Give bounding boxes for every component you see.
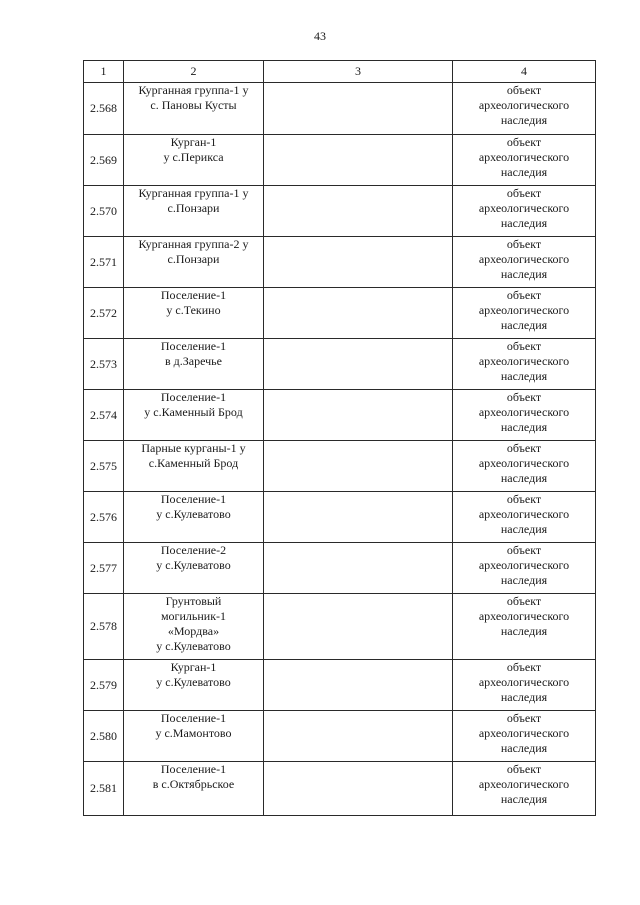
row-number: 2.576: [84, 492, 124, 543]
object-category-line: наследия: [500, 318, 548, 332]
row-number: 2.574: [84, 390, 124, 441]
object-category-line: объект: [506, 594, 542, 608]
column-3-cell: [264, 288, 453, 339]
object-category-line: наследия: [500, 165, 548, 179]
column-3-cell: [264, 441, 453, 492]
object-name-line: у с.Мамонтово: [155, 726, 232, 740]
object-category-line: археологического: [478, 507, 570, 521]
column-header-4: 4: [453, 61, 596, 83]
object-category: [453, 543, 596, 594]
object-category-line: археологического: [478, 150, 570, 164]
object-name-line: в д.Заречье: [165, 354, 222, 368]
object-name: [124, 594, 264, 660]
heritage-register-table: [83, 60, 596, 816]
row-number: 2.579: [84, 660, 124, 711]
object-name-line: у с.Текино: [166, 303, 221, 317]
object-category-line: археологического: [478, 558, 570, 572]
object-category-line: археологического: [478, 675, 570, 689]
object-category-line: объект: [506, 660, 542, 674]
object-category-line: объект: [506, 441, 542, 455]
row-number: 2.580: [84, 711, 124, 762]
column-3-cell: [264, 83, 453, 135]
table-row: [84, 135, 596, 186]
object-category-line: наследия: [500, 113, 548, 127]
object-category: [453, 441, 596, 492]
object-category: [453, 594, 596, 660]
object-name: [124, 711, 264, 762]
object-name: [124, 237, 264, 288]
object-name-line: Курган-1: [170, 660, 217, 674]
table-row: [84, 660, 596, 711]
object-name-line: у с.Кулеватово: [156, 639, 231, 653]
column-3-cell: [264, 390, 453, 441]
object-name-line: с. Пановы Кусты: [150, 98, 237, 112]
table-row: [84, 594, 596, 660]
column-3-cell: [264, 762, 453, 816]
page-number: 43: [314, 29, 326, 43]
object-category-line: археологического: [478, 201, 570, 215]
object-category-line: археологического: [478, 252, 570, 266]
column-3-cell: [264, 543, 453, 594]
object-name: [124, 762, 264, 816]
object-name-line: с.Понзари: [167, 252, 220, 266]
object-name-line: Поселение-1: [160, 762, 227, 776]
row-number: 2.581: [84, 762, 124, 816]
object-category-line: наследия: [500, 216, 548, 230]
row-number: 2.578: [84, 594, 124, 660]
object-name: [124, 339, 264, 390]
object-category: [453, 390, 596, 441]
object-category-line: объект: [506, 288, 542, 302]
object-name-line: Поселение-1: [160, 288, 227, 302]
column-3-cell: [264, 339, 453, 390]
object-category: [453, 660, 596, 711]
object-category-line: археологического: [478, 98, 570, 112]
object-name-line: Курганная группа-2 у: [138, 237, 249, 251]
table-row: [84, 762, 596, 816]
row-number: 2.569: [84, 135, 124, 186]
object-name: [124, 186, 264, 237]
object-category-line: археологического: [478, 609, 570, 623]
object-category: [453, 492, 596, 543]
object-category-line: наследия: [500, 369, 548, 383]
object-name: [124, 390, 264, 441]
object-category: [453, 83, 596, 135]
object-category: [453, 186, 596, 237]
column-3-cell: [264, 660, 453, 711]
column-3-cell: [264, 186, 453, 237]
table-row: [84, 441, 596, 492]
object-name: [124, 543, 264, 594]
table-row: [84, 288, 596, 339]
column-3-cell: [264, 594, 453, 660]
object-category-line: наследия: [500, 420, 548, 434]
object-name-line: у с.Каменный Брод: [144, 405, 243, 419]
table-row: [84, 339, 596, 390]
object-category-line: объект: [506, 390, 542, 404]
object-name-line: у с.Кулеватово: [156, 558, 231, 572]
table-row: [84, 237, 596, 288]
column-3-cell: [264, 237, 453, 288]
object-name-line: у с.Кулеватово: [156, 675, 231, 689]
column-header-2: 2: [124, 61, 264, 83]
object-category-line: археологического: [478, 456, 570, 470]
object-category-line: наследия: [500, 741, 548, 755]
row-number: 2.568: [84, 83, 124, 135]
table-row: [84, 390, 596, 441]
table-row: [84, 83, 596, 135]
object-name-line: с.Каменный Брод: [148, 456, 239, 470]
object-category-line: наследия: [500, 573, 548, 587]
object-name-line: могильник-1: [160, 609, 227, 623]
object-name: [124, 135, 264, 186]
object-category-line: объект: [506, 762, 542, 776]
row-number: 2.570: [84, 186, 124, 237]
row-number: 2.577: [84, 543, 124, 594]
object-category-line: наследия: [500, 792, 548, 806]
object-name-line: Поселение-2: [160, 543, 227, 557]
row-number: 2.571: [84, 237, 124, 288]
object-name-line: у с.Перикса: [163, 150, 224, 164]
object-category: [453, 288, 596, 339]
object-category: [453, 135, 596, 186]
object-name-line: Курганная группа-1 у: [138, 186, 249, 200]
object-category-line: наследия: [500, 690, 548, 704]
object-category-line: объект: [506, 492, 542, 506]
object-name-line: Поселение-1: [160, 711, 227, 725]
object-category-line: наследия: [500, 522, 548, 536]
object-category-line: наследия: [500, 267, 548, 281]
object-name-line: Парные курганы-1 у: [141, 441, 246, 455]
table-row: [84, 711, 596, 762]
row-number: 2.575: [84, 441, 124, 492]
object-name-line: «Мордва»: [167, 624, 220, 638]
object-category: [453, 762, 596, 816]
column-header-1: 1: [84, 61, 124, 83]
object-name-line: с.Понзари: [167, 201, 220, 215]
object-category-line: объект: [506, 135, 542, 149]
object-category-line: объект: [506, 83, 542, 97]
object-name-line: в с.Октябрьское: [152, 777, 235, 791]
object-name-line: Курган-1: [170, 135, 217, 149]
object-category-line: объект: [506, 186, 542, 200]
object-category: [453, 339, 596, 390]
object-name: [124, 288, 264, 339]
object-name: [124, 492, 264, 543]
table-row: [84, 186, 596, 237]
object-category-line: археологического: [478, 303, 570, 317]
table-row: [84, 543, 596, 594]
column-header-3: 3: [264, 61, 453, 83]
column-3-cell: [264, 711, 453, 762]
object-name: [124, 660, 264, 711]
object-category-line: археологического: [478, 726, 570, 740]
table-row: [84, 492, 596, 543]
object-category-line: объект: [506, 543, 542, 557]
object-name: [124, 441, 264, 492]
object-name-line: у с.Кулеватово: [156, 507, 231, 521]
object-category-line: объект: [506, 711, 542, 725]
row-number: 2.573: [84, 339, 124, 390]
object-category-line: объект: [506, 237, 542, 251]
object-category-line: археологического: [478, 405, 570, 419]
object-name-line: Поселение-1: [160, 390, 227, 404]
object-name-line: Курганная группа-1 у: [138, 83, 249, 97]
object-name-line: Поселение-1: [160, 492, 227, 506]
object-category: [453, 237, 596, 288]
object-name-line: Грунтовый: [165, 594, 222, 608]
object-name: [124, 83, 264, 135]
object-category: [453, 711, 596, 762]
object-category-line: объект: [506, 339, 542, 353]
column-3-cell: [264, 492, 453, 543]
column-3-cell: [264, 135, 453, 186]
table-header-row: [84, 61, 596, 83]
object-name-line: Поселение-1: [160, 339, 227, 353]
object-category-line: археологического: [478, 777, 570, 791]
object-category-line: наследия: [500, 471, 548, 485]
object-category-line: археологического: [478, 354, 570, 368]
row-number: 2.572: [84, 288, 124, 339]
object-category-line: наследия: [500, 624, 548, 638]
